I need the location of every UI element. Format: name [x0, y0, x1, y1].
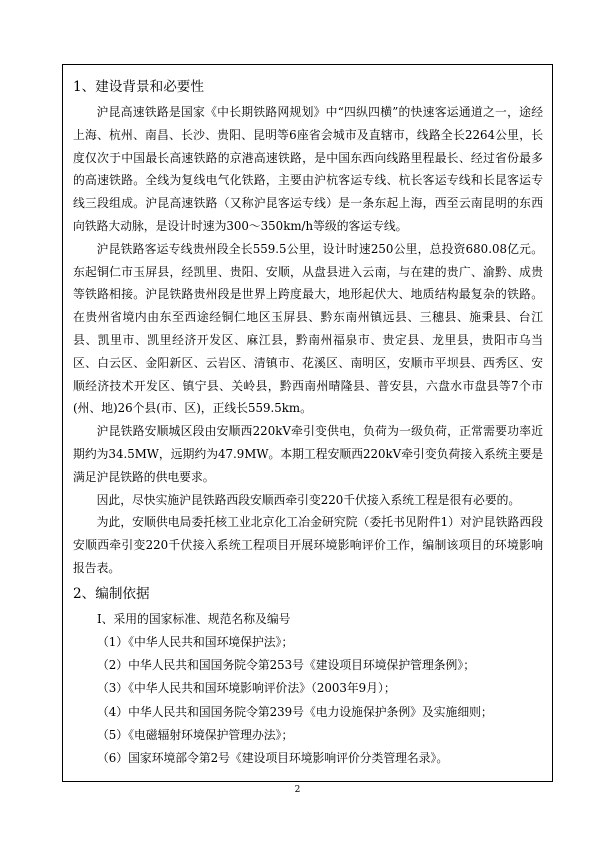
section1-heading: 1、建设背景和必要性 — [73, 79, 204, 95]
section1-paragraph: 沪昆铁路安顺城区段由安顺西220kV牵引变供电，负荷为一级负荷，正常需要功率近期约为34.5MW，远期约为47.9MW。本期工程安顺西220kV牵引变负荷接入系统主要是满足沪昆铁路的供电要求。 — [73, 424, 543, 484]
frame-bottom-rule — [62, 781, 553, 782]
page-content — [73, 73, 543, 770]
section1-paragraph: 沪昆高速铁路是国家《中长期铁路网规划》中“四纵四横”的快速客运通道之一，途经上海、杭州、南昌、长沙、贵阳、昆明等6座省会城市及直辖市，线路全长2264公里，长度仅次于中国最长高速铁路的京港高速铁路，是中国东西向线路里程最长、经过省份最多的高速铁路。全线为复线电气化铁路，主要由沪杭客运专线、杭长客运专线和长昆客运专线三段组成。沪昆高速铁路（又称沪昆客运专线）是一条东起上海，西至云南昆明的东西向铁路大动脉，是设计时速为300～350km/h等级的客运专线。 — [73, 105, 543, 233]
section1-paragraph: 因此，尽快实施沪昆铁路西段安顺西牵引变220千伏接入系统工程是很有必要的。 — [96, 492, 521, 507]
regulation-list-item: （4）中华人民共和国国务院令第239号《电力设施保护条例》及实施细则； — [97, 704, 493, 719]
page-frame — [62, 64, 553, 782]
section2-heading: 2、编制依据 — [73, 585, 150, 602]
section2-subheading: Ⅰ、采用的国家标准、规范名称及编号 — [97, 611, 291, 626]
section1-paragraph: 为此，安顺供电局委托核工业北京化工冶金研究院（委托书见附件1）对沪昆铁路西段安顺西牵引变220千伏接入系统工程项目开展环境影响评价工作，编制该项目的环境影响报告表。 — [73, 515, 543, 575]
regulation-list-item: （2）中华人民共和国国务院令第253号《建设项目环境保护管理条例》； — [97, 658, 476, 673]
regulation-list-item: （1）《中华人民共和国环境保护法》； — [97, 634, 294, 649]
page-number: 2 — [294, 785, 301, 795]
regulation-list-item: （6）国家环境部令第2号《建设项目环境影响评价分类管理名录》。 — [97, 750, 449, 765]
regulation-list-item: （3）《中华人民共和国环境影响评价法》（2003年9月）； — [97, 681, 396, 696]
regulation-list-item: （5）《电磁辐射环境保护管理办法》； — [97, 727, 294, 742]
section1-paragraph: 沪昆铁路客运专线贵州段全长559.5公里，设计时速250公里，总投资680.08亿元。东起铜仁市玉屏县，经凯里、贵阳、安顺，从盘县进入云南，与在建的贵广、渝黔、成贵等铁路相接。沪昆铁路贵州段是世界上跨度最大，地形起伏大、地质结构最复杂的铁路。在贵州省境内由东至西途经铜仁地区玉屏县、黔东南州镇远县、三穗县、施秉县、台江县、凯里市、凯里经济开发区、麻江县，黔南州福泉市、贵定县、龙里县，贵阳市乌当区、白云区、金阳新区、云岩区、清镇市、花溪区、南明区，安顺市平坝县、西秀区、安顺经济技术开发区、镇宁县、关岭县，黔西南州晴隆县、普安县，六盘水市盘县等7个市(州、地)26个县(市、区)，正线长559.5km。 — [73, 241, 543, 416]
